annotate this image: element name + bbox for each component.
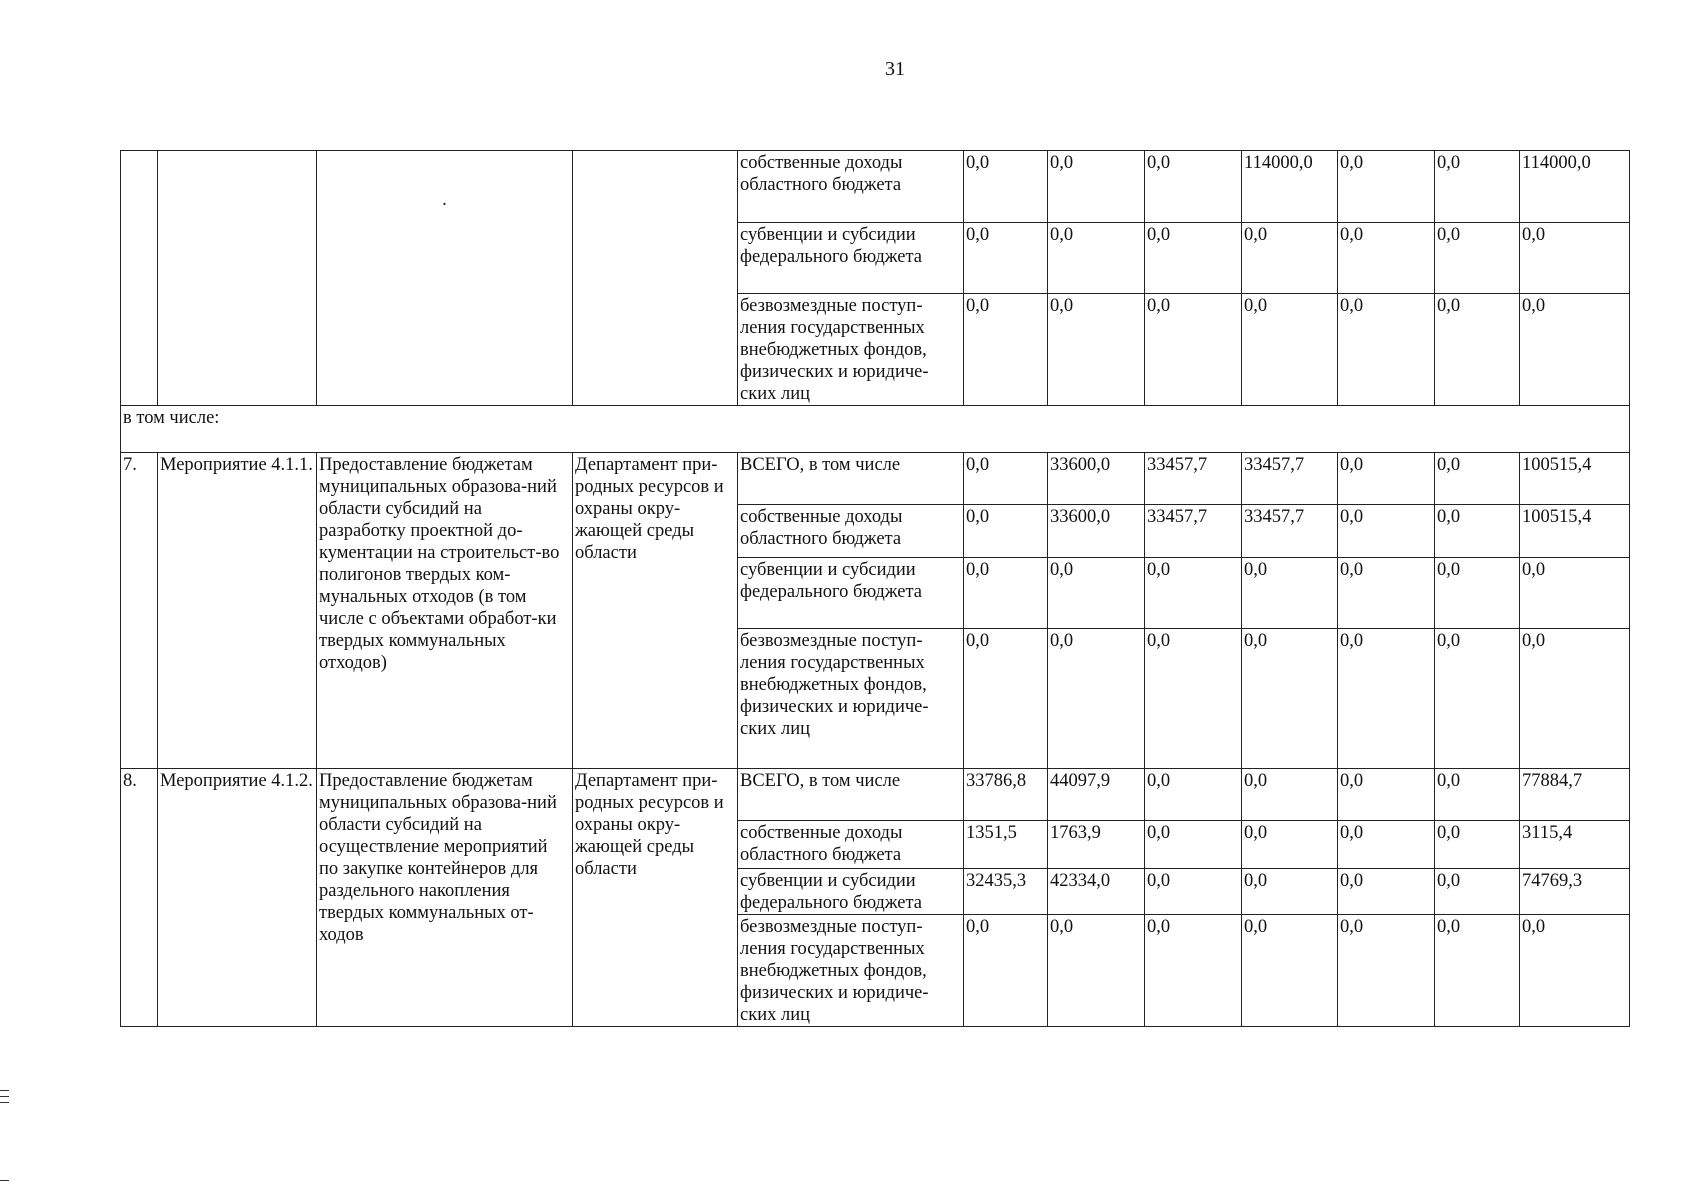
- funding-source-cell: ВСЕГО, в том числе: [738, 769, 964, 821]
- section-label: в том числе:: [121, 406, 1630, 453]
- measure-description: Предоставление бюджетам муниципальных образова-ний области субсидий на разработку проектной до-кументации на строительст-во полигонов твердых ком-мунальных отходов (в том числе с объектами обработ-ки твердых коммунальных отходов): [317, 453, 573, 769]
- value-cell: 33457,7: [1242, 453, 1338, 505]
- funding-source-cell: собственные доходы областного бюджета: [738, 505, 964, 558]
- funding-source-cell: ВСЕГО, в том числе: [738, 453, 964, 505]
- funding-source-cell: субвенции и субсидии федерального бюджета: [738, 558, 964, 629]
- value-cell: 0,0: [1435, 558, 1520, 629]
- value-cell: 100515,4: [1520, 505, 1630, 558]
- table-row: [121, 453, 1630, 505]
- measure-description: Предоставление бюджетам муниципальных образова-ний области субсидий на осуществление мероприятий по закупке контейнеров для раздельного накопления твердых коммунальных от-ходов: [317, 769, 573, 1027]
- value-cell: 0,0: [964, 629, 1048, 769]
- value-cell: 0,0: [964, 151, 1048, 223]
- value-cell: 0,0: [1435, 151, 1520, 223]
- value-cell: 32435,3: [964, 869, 1048, 915]
- funding-source-cell: субвенции и субсидии федерального бюджета: [738, 869, 964, 915]
- value-cell: 0,0: [1242, 769, 1338, 821]
- value-cell: 0,0: [1435, 453, 1520, 505]
- table-row: [121, 151, 1630, 223]
- value-cell: 0,0: [1145, 915, 1242, 1027]
- value-cell: 0,0: [1048, 558, 1145, 629]
- measure-executor: Департамент при-родных ресурсов и охраны окру-жающей среды области: [573, 453, 738, 769]
- value-cell: 0,0: [1145, 821, 1242, 869]
- value-cell: 42334,0: [1048, 869, 1145, 915]
- value-cell: 0,0: [1435, 915, 1520, 1027]
- value-cell: 0,0: [1520, 223, 1630, 294]
- section-row: [121, 406, 1630, 453]
- empty-description-cell: [317, 151, 573, 406]
- value-cell: 0,0: [964, 505, 1048, 558]
- value-cell: 0,0: [1338, 821, 1435, 869]
- scan-mark: [0, 1096, 9, 1097]
- value-cell: 0,0: [1435, 869, 1520, 915]
- value-cell: 0,0: [964, 915, 1048, 1027]
- value-cell: 0,0: [1242, 294, 1338, 406]
- table-body: [121, 151, 1630, 1027]
- value-cell: 0,0: [1242, 558, 1338, 629]
- value-cell: 0,0: [1048, 915, 1145, 1027]
- value-cell: 1763,9: [1048, 821, 1145, 869]
- value-cell: 3115,4: [1520, 821, 1630, 869]
- value-cell: 0,0: [1338, 769, 1435, 821]
- value-cell: 0,0: [1520, 558, 1630, 629]
- value-cell: 0,0: [1048, 294, 1145, 406]
- value-cell: 0,0: [1435, 629, 1520, 769]
- scan-mark: [0, 1102, 9, 1103]
- value-cell: 114000,0: [1242, 151, 1338, 223]
- value-cell: 0,0: [1338, 453, 1435, 505]
- value-cell: 0,0: [964, 558, 1048, 629]
- value-cell: 44097,9: [1048, 769, 1145, 821]
- value-cell: 0,0: [1338, 223, 1435, 294]
- value-cell: 0,0: [1338, 294, 1435, 406]
- page-number: 31: [885, 58, 905, 80]
- value-cell: 0,0: [964, 223, 1048, 294]
- value-cell: 0,0: [1435, 821, 1520, 869]
- value-cell: 33457,7: [1145, 453, 1242, 505]
- value-cell: 114000,0: [1520, 151, 1630, 223]
- value-cell: 0,0: [1338, 505, 1435, 558]
- value-cell: 74769,3: [1520, 869, 1630, 915]
- value-cell: 0,0: [964, 453, 1048, 505]
- value-cell: 0,0: [1145, 869, 1242, 915]
- value-cell: 0,0: [1242, 629, 1338, 769]
- value-cell: 100515,4: [1520, 453, 1630, 505]
- value-cell: 33457,7: [1242, 505, 1338, 558]
- empty-name-cell: [158, 151, 317, 406]
- empty-num-cell: [121, 151, 158, 406]
- value-cell: 0,0: [1145, 558, 1242, 629]
- value-cell: 0,0: [1242, 223, 1338, 294]
- value-cell: 0,0: [964, 294, 1048, 406]
- value-cell: 0,0: [1435, 223, 1520, 294]
- value-cell: 0,0: [1145, 223, 1242, 294]
- value-cell: 0,0: [1145, 769, 1242, 821]
- value-cell: 0,0: [1145, 294, 1242, 406]
- value-cell: 0,0: [1435, 505, 1520, 558]
- value-cell: 0,0: [1145, 151, 1242, 223]
- value-cell: 0,0: [1520, 294, 1630, 406]
- value-cell: 0,0: [1338, 151, 1435, 223]
- value-cell: 0,0: [1242, 915, 1338, 1027]
- measure-number: 7.: [121, 453, 158, 769]
- measure-executor: Департамент при-родных ресурсов и охраны окру-жающей среды области: [573, 769, 738, 1027]
- value-cell: 0,0: [1338, 558, 1435, 629]
- value-cell: 1351,5: [964, 821, 1048, 869]
- table-row: [121, 769, 1630, 821]
- funding-source-cell: безвозмездные поступ-ления государственных внебюджетных фондов, физических и юридиче-ских лиц: [738, 294, 964, 406]
- value-cell: 0,0: [1435, 769, 1520, 821]
- funding-source-cell: субвенции и субсидии федерального бюджета: [738, 223, 964, 294]
- value-cell: 0,0: [1242, 821, 1338, 869]
- value-cell: 0,0: [1338, 869, 1435, 915]
- funding-source-cell: безвозмездные поступ-ления государственных внебюджетных фондов, физических и юридиче-ских лиц: [738, 629, 964, 769]
- empty-executor-cell: [573, 151, 738, 406]
- value-cell: 0,0: [1520, 915, 1630, 1027]
- value-cell: 33600,0: [1048, 505, 1145, 558]
- funding-source-cell: собственные доходы областного бюджета: [738, 151, 964, 223]
- stray-mark: ·: [441, 195, 448, 215]
- funding-source-cell: безвозмездные поступ-ления государственных внебюджетных фондов, физических и юридиче-ских лиц: [738, 915, 964, 1027]
- scan-mark: [0, 1180, 9, 1181]
- measure-name: Мероприятие 4.1.2.: [158, 769, 317, 1027]
- value-cell: 0,0: [1338, 915, 1435, 1027]
- value-cell: 0,0: [1048, 151, 1145, 223]
- value-cell: 0,0: [1048, 223, 1145, 294]
- measure-number: 8.: [121, 769, 158, 1027]
- value-cell: 77884,7: [1520, 769, 1630, 821]
- measure-name: Мероприятие 4.1.1.: [158, 453, 317, 769]
- value-cell: 0,0: [1145, 629, 1242, 769]
- scan-mark: [0, 1090, 9, 1091]
- value-cell: 33457,7: [1145, 505, 1242, 558]
- value-cell: 0,0: [1242, 869, 1338, 915]
- value-cell: 33600,0: [1048, 453, 1145, 505]
- budget-table: [120, 150, 1630, 1027]
- value-cell: 0,0: [1435, 294, 1520, 406]
- value-cell: 0,0: [1520, 629, 1630, 769]
- value-cell: 0,0: [1048, 629, 1145, 769]
- funding-source-cell: собственные доходы областного бюджета: [738, 821, 964, 869]
- value-cell: 0,0: [1338, 629, 1435, 769]
- value-cell: 33786,8: [964, 769, 1048, 821]
